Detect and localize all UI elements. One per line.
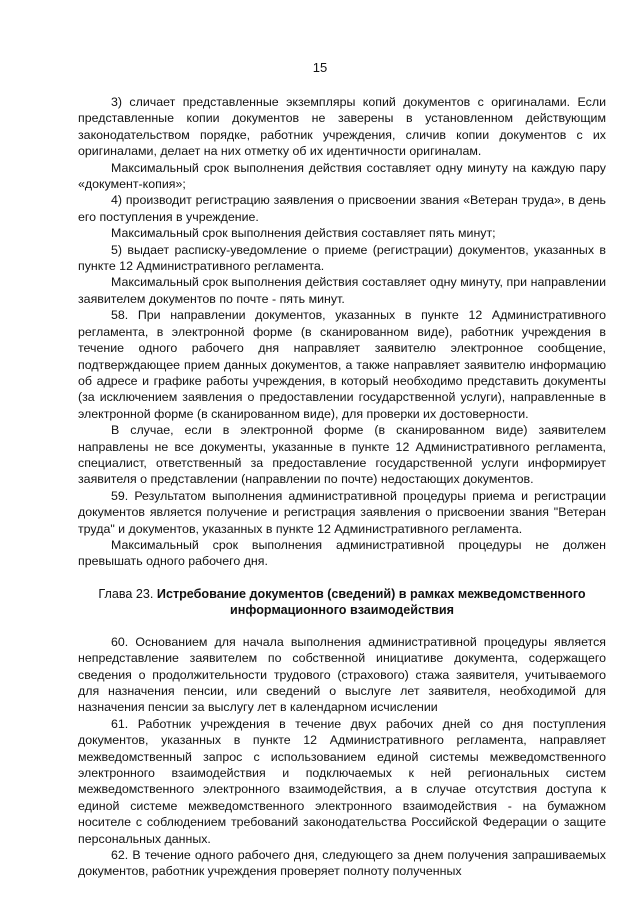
chapter-heading	[78, 586, 606, 618]
paragraph: 58. При направлении документов, указанных в пункте 12 Административного регламента, в электронной форме (в сканированном виде), работник учреждения в течение одного рабочего дня направляет заявителю электронное сообщение, подтверждающее прием данных документов, а также направляет заявителю информацию об адресе и графике работы учреждения, в который необходимо представить документы (за исключением заявления о предоставлении государственной услуги), направленные в электронной форме (в сканированном виде), для проверки их достоверности.	[78, 308, 606, 421]
chapter-title: Истребование документов (сведений) в рамках межведомственного информационного взаимодействия	[156, 586, 586, 617]
paragraph: 4) производит регистрацию заявления о присвоении звания «Ветеран труда», в день его поступления в учреждение.	[78, 193, 606, 224]
paragraph: 59. Результатом выполнения административной процедуры приема и регистрации документов является получение и регистрация заявления о присвоении звания "Ветеран труда" и документов, указанных в пункте 12 Административного регламента.	[78, 488, 606, 536]
paragraph: Максимальный срок выполнения действия составляет одну минуту на каждую пару «документ-копия»;	[78, 160, 606, 192]
paragraph: 60. Основанием для начала выполнения административной процедуры является непредставление заявителем по собственной инициативе документа, содержащего сведения о продолжительности трудового (страхового) стажа заявителя, учитываемого для назначения пенсии, или сведений о выслуге лет заявителя, необходимой для назначения пенсии за выслугу лет в календарном исчислении	[78, 634, 606, 715]
paragraph: В случае, если в электронной форме (в сканированном виде) заявителем направлены не все документы, указанные в пункте 12 Административного регламента, специалист, ответственный за предоставление государственной услуги информирует заявителя о представлении (направлении по почте) недостающих документов.	[78, 423, 606, 487]
page-number: 15	[312, 60, 328, 75]
paragraph: 61. Работник учреждения в течение двух рабочих дней со дня поступления документов, указанных в пункте 12 Административного регламента, направляет межведомственный запрос с использованием единой системы межведомственного электронного взаимодействия и подключаемых к ней региональных систем межведомственного электронного взаимодействия, а в случае отсутствия доступа к единой системе межведомственного электронного взаимодействия - на бумажном носителе с соблюдением требований законодательства Российской Федерации о защите персональных данных.	[78, 716, 606, 846]
paragraph: 3) сличает представленные экземпляры копий документов с оригиналами. Если представленные копии документов не заверены в установленном действующим законодательством порядке, работник учреждения, сличив копии документов с их оригиналами, делает на них отметку об их идентичности оригиналам.	[78, 95, 606, 159]
paragraph: 5) выдает расписку-уведомление о приеме (регистрации) документов, указанных в пункте 12 Административного регламента.	[78, 242, 606, 274]
document-body	[78, 94, 606, 880]
paragraph: 62. В течение одного рабочего дня, следующего за днем получения запрашиваемых документов, работник учреждения проверяет полноту полученных	[78, 848, 606, 879]
chapter-label: Глава 23.	[98, 586, 154, 601]
paragraph: Максимальный срок выполнения действия составляет одну минуту, при направлении заявителем документов по почте - пять минут.	[78, 275, 606, 306]
paragraph: Максимальный срок выполнения действия составляет пять минут;	[111, 226, 496, 241]
paragraph: Максимальный срок выполнения административной процедуры не должен превышать одного рабочего дня.	[78, 537, 606, 569]
